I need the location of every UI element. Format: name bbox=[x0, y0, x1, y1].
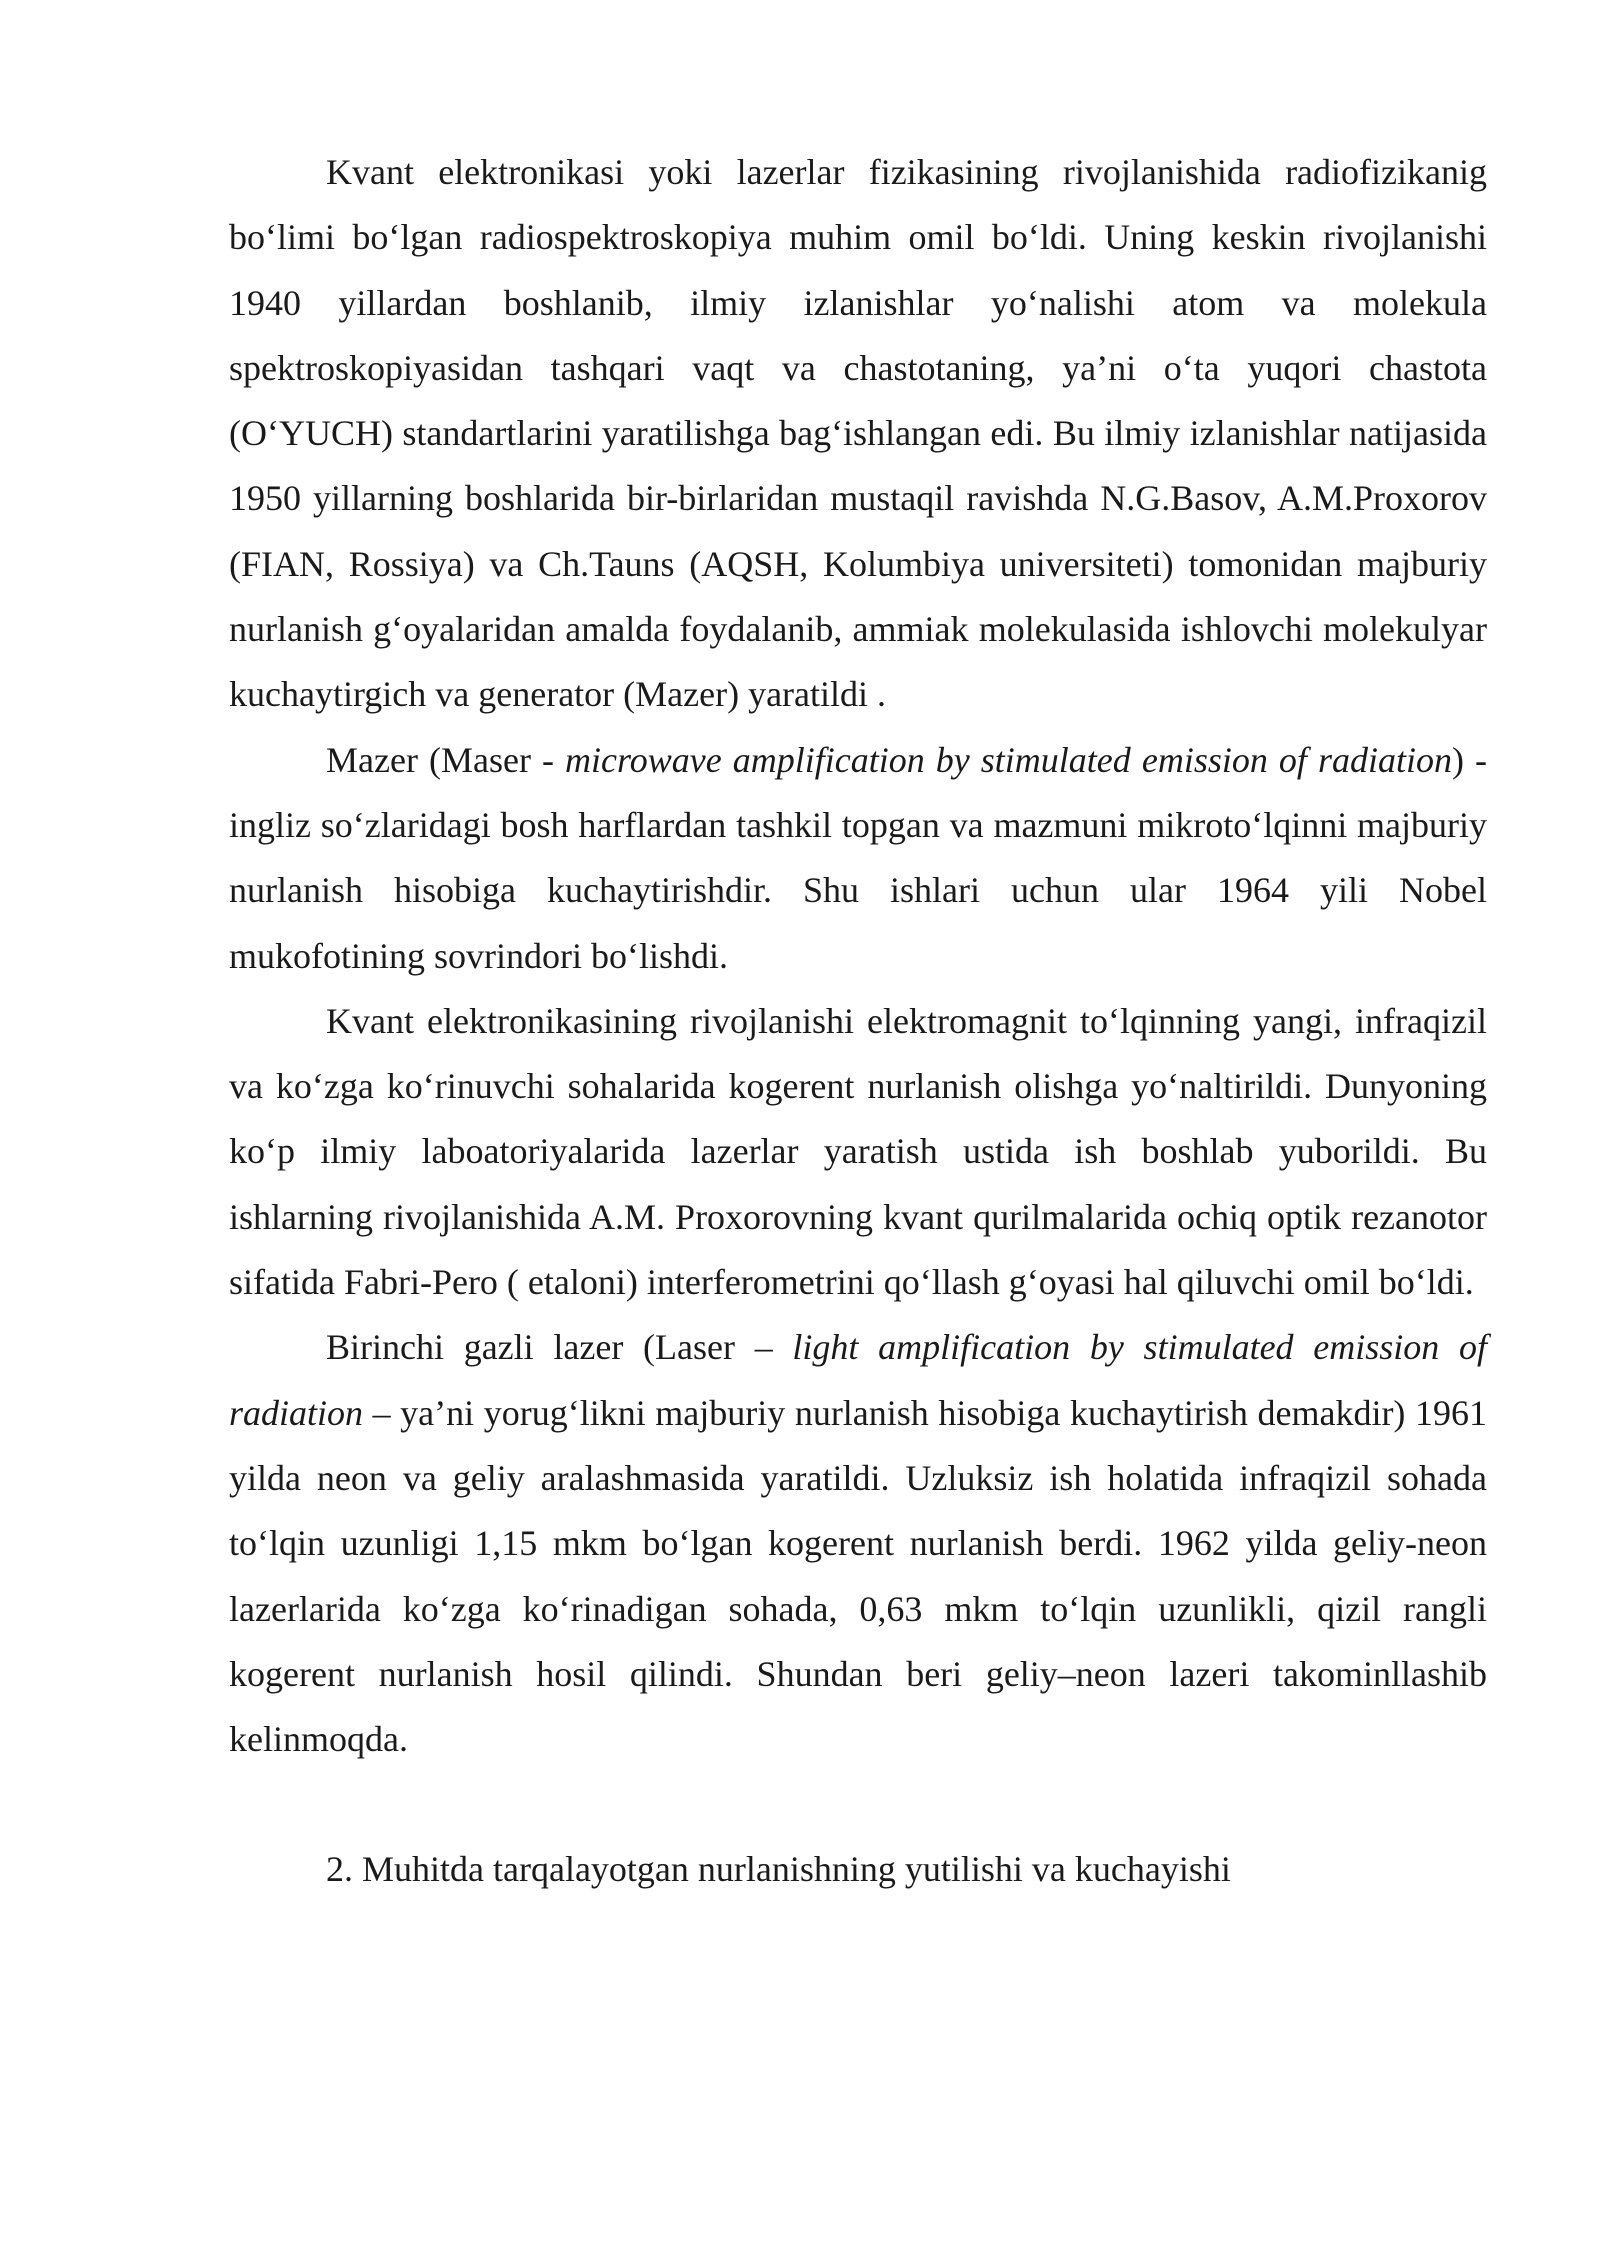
section-heading: 2. Muhitda tarqalayotgan nurlanishning yutilishi va kuchayishi bbox=[326, 1849, 1231, 1890]
paragraph-text: Kvant elektronikasining rivojlanishi elektromagnit to‘lqinning yangi, infraqizil va ko‘zga ko‘rinuvchi sohalarida kogerent nurlanish olishga yo‘naltirildi. Dunyoning ko‘p ilmiy laboatoriyalarida lazerlar yaratish ustida ish boshlab yuborildi. Bu ishlarning rivojlanishida A.M. Proxorovning kvant qurilmalarida ochiq optik rezanotor sifatida Fabri-Pero ( etaloni) interferometrini qo‘llash g‘oyasi hal qiluvchi omil bo‘ldi. bbox=[229, 1000, 1487, 1303]
paragraph-first-gas-laser bbox=[229, 1315, 1487, 1772]
paragraph-text: Kvant elektronikasi yoki lazerlar fizikasining rivojlanishida radiofizikanig bo‘limi bo‘lgan radiospektroskopiya muhim omil bo‘ldi. Uning keskin rivojlanishi 1940 yillardan boshlanib, ilmiy izlanishlar yo‘nalishi atom va molekula spektroskopiyasidan tashqari vaqt va chastotaning, ya’ni o‘ta yuqori chastota (O‘YUCH) standartlarini yaratilishga bag‘ishlangan edi. Bu ilmiy izlanishlar natijasida 1950 yillarning boshlarida bir-birlaridan mustaqil ravishda N.G.Basov, A.M.Proxorov (FIAN, Rossiya) va Ch.Tauns (AQSH, Kolumbiya universiteti) tomonidan majburiy nurlanish g‘oyalaridan amalda foydalanib, ammiak molekulasida ishlovchi molekulyar kuchaytirgich va generator (Mazer) yaratildi . bbox=[229, 152, 1487, 715]
document-page bbox=[229, 140, 1487, 1903]
paragraph-text: ) - ingliz so‘zlaridagi bosh harflardan tashkil topgan va mazmuni mikroto‘lqinni majburiy nurlanish hisobiga kuchaytirishdir. Shu ishlari uchun ular 1964 yili Nobel mukofotining sovrindori bo‘lishdi. bbox=[229, 739, 1487, 976]
paragraph-maser bbox=[229, 728, 1487, 989]
paragraph-radiospectroscopy bbox=[229, 140, 1487, 728]
paragraph-italic-term: microwave amplification by stimulated emission of radiation bbox=[565, 739, 1452, 780]
paragraph-quantum-electronics bbox=[229, 989, 1487, 1315]
paragraph-text: Mazer (Maser - bbox=[326, 739, 566, 780]
paragraph-italic-term: light amplification by stimulated emission of radiation bbox=[229, 1327, 1488, 1433]
paragraph-text: – ya’ni yorug‘likni majburiy nurlanish hisobiga kuchaytirish demakdir) 1961 yilda neon va geliy aralashmasida yaratildi. Uzluksiz ish holatida infraqizil sohada to‘lqin uzunligi 1,15 mkm bo‘lgan kogerent nurlanish berdi. 1962 yilda geliy-neon lazerlarida ko‘zga ko‘rinadigan sohada, 0,63 mkm to‘lqin uzunlikli, qizil rangli kogerent nurlanish hosil qilindi. Shundan beri geliy–neon lazeri takominllashib kelinmoqda. bbox=[229, 1392, 1487, 1760]
paragraph-text: Birinchi gazli lazer (Laser – bbox=[326, 1327, 793, 1368]
